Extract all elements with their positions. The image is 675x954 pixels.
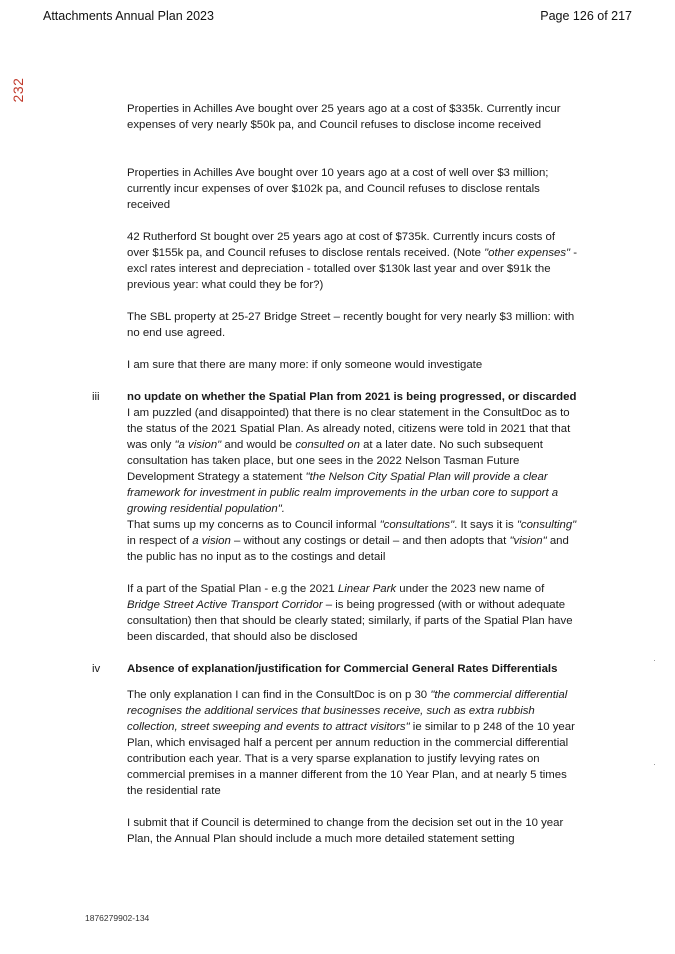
side-page-number: 232 <box>10 77 26 103</box>
section-iv-body-2: I submit that if Council is determined to change from the decision set out in the 10 year Plan, the Annual Plan should include a much more detailed statement setting <box>127 817 564 845</box>
paragraph-achilles-25yr: Properties in Achilles Ave bought over 25 years ago at a cost of $335k. Currently incur expenses of very nearly $50k pa, and Council refuses to disclose income received <box>127 103 561 131</box>
section-number: iv <box>92 663 101 675</box>
section-iii-body-2: If a part of the Spatial Plan - e.g the 2021 Linear Park under the 2023 new name of Bridge Street Active Transport Corridor – is being progressed (with or without adequate consultation) then that should be clearly stated; similarly, if parts of the Spatial Plan have been discarded, that should also be disclosed <box>127 583 573 643</box>
paragraph-many-more: I am sure that there are many more: if only someone would investigate <box>127 359 483 371</box>
footer-document-id: 1876279902-134 <box>85 913 150 923</box>
section-heading: Absence of explanation/justification for Commercial General Rates Differentials <box>127 663 558 675</box>
scan-speck <box>654 764 655 765</box>
section-iii-body: I am puzzled (and disappointed) that there is no clear statement in the ConsultDoc as to the status of the 2021 Spatial Plan. As already noted, citizens were told in 2021 that that was only "a vision" and would be consulted on at a later date. No such subsequent consultation has taken place, but one sees in the 2022 Nelson Tasman Future Development Strategy a statement "the Nelson City Spatial Plan will provide a clear framework for investment in public realm improvements in the urban core to support a growing residential population". That sums up my concerns as to Council informal "consultations". It says it is "consulting" in respect of a vision – without any costings or detail – and then adopts that "vision" and the public has no input as to the costings and detail <box>127 407 577 563</box>
section-number: iii <box>92 391 100 403</box>
header-document-title: Attachments Annual Plan 2023 <box>43 9 214 23</box>
paragraph-bridge-street: The SBL property at 25-27 Bridge Street – recently bought for very nearly $3 million: with no end use agreed. <box>127 311 575 339</box>
paragraph-achilles-10yr: Properties in Achilles Ave bought over 10 years ago at a cost of well over $3 million; currently incur expenses of over $102k pa, and Council refuses to disclose rentals received <box>127 167 549 211</box>
section-heading: no update on whether the Spatial Plan from 2021 is being progressed, or discarded <box>127 391 577 403</box>
paragraph-rutherford: 42 Rutherford St bought over 25 years ago at cost of $735k. Currently incurs costs of over $155k pa, and Council refuses to disclose rentals received. (Note "other expenses" - excl rates interest and depreciation - totalled over $130k last year and over $91k the previous year: what could they be for?) <box>127 231 578 291</box>
header-page-number: Page 126 of 217 <box>540 9 632 23</box>
scan-speck <box>654 660 655 661</box>
section-iv-body: The only explanation I can find in the ConsultDoc is on p 30 "the commercial differential recognises the additional services that businesses receive, such as extra rubbish collection, street sweeping and events to attract visitors" ie similar to p 248 of the 10 year Plan, which envisaged half a percent per annum reduction in the commercial differential contribution each year. That is a very sparse explanation to justify levying rates on commercial premises in a manner different from the 10 Year Plan, and at nearly 5 times the residential rate <box>127 689 575 797</box>
